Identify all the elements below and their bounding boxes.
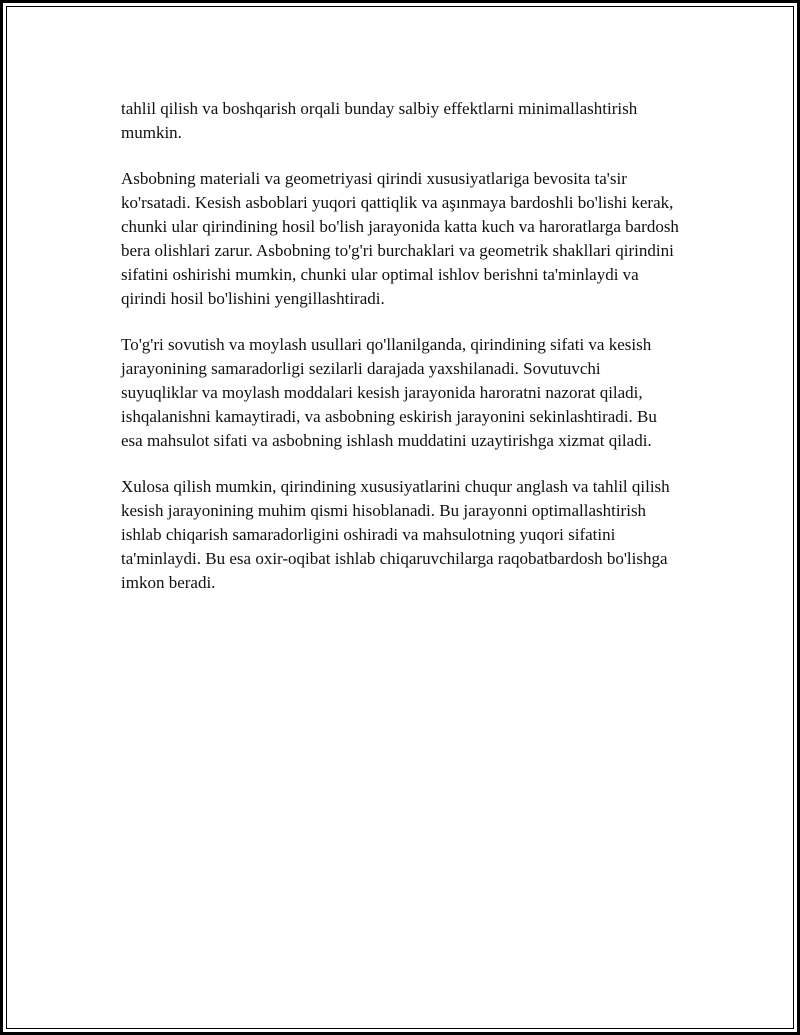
document-body xyxy=(121,97,681,617)
paragraph-conclusion: Xulosa qilish mumkin, qirindining xususiyatlarini chuqur anglash va tahlil qilish kesish jarayonining muhim qismi hisoblanadi. Bu jarayonni optimallashtirish ishlab chiqarish samaradorligini oshiradi va mahsulotning yuqori sifatini ta'minlaydi. Bu esa oxir-oqibat ishlab chiqaruvchilarga raqobatbardosh bo'lishga imkon beradi. xyxy=(121,477,670,592)
paragraph-continuation: tahlil qilish va boshqarish orqali bunday salbiy effektlarni minimallashtirish mumkin. xyxy=(121,99,638,142)
paragraph-tool-material: Asbobning materiali va geometriyasi qirindi xususiyatlariga bevosita ta'sir ko'rsatadi. Kesish asboblari yuqori qattiqlik va aşınmaya bardoshli bo'lishi kerak, chunki ular qirindining hosil bo'lish jarayonida katta kuch va haroratlarga bardosh bera olishlari zarur. Asbobning to'g'ri burchaklari va geometrik shakllari qirindini sifatini oshirishi mumkin, chunki ular optimal ishlov berishni ta'minlaydi va qirindi hosil bo'lishini yengillashtiradi. xyxy=(121,169,679,308)
paragraph-cooling-lubrication: To'g'ri sovutish va moylash usullari qo'llanilganda, qirindining sifati va kesish jarayonining samaradorligi sezilarli darajada yaxshilanadi. Sovutuvchi suyuqliklar va moylash moddalari kesish jarayonida haroratni nazorat qiladi, ishqalanishni kamaytiradi, va asbobning eskirish jarayonini sekinlashtiradi. Bu esa mahsulot sifati va asbobning ishlash muddatini uzaytirishga xizmat qiladi. xyxy=(121,335,657,450)
